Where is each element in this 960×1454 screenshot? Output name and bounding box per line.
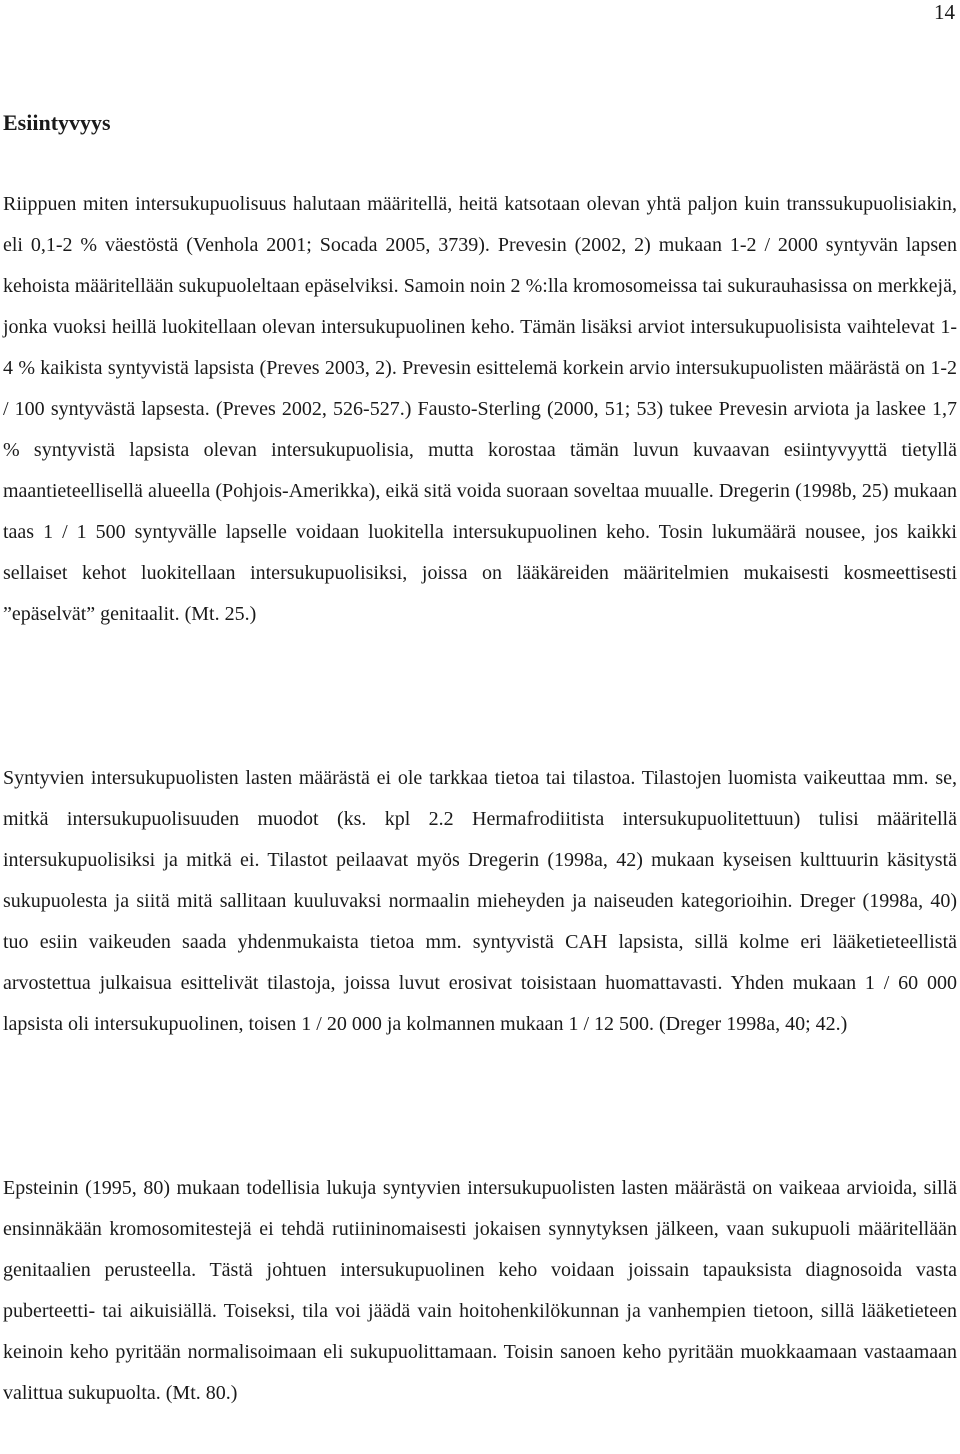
body-paragraph: Syntyvien intersukupuolisten lasten määrästä ei ole tarkkaa tietoa tai tilastoa. Tilastojen luomista vaikeuttaa mm. se, mitkä intersukupuolisuuden muodot (ks. kpl 2.2 Hermafrodiitista intersukupuolitettuun) tulisi määritellä intersukupuolisiksi ja mitkä ei. Tilastot peilaavat myös Dregerin (1998a, 42) mukaan kyseisen kulttuurin käsitystä sukupuolesta ja siitä mitä sallitaan kuuluvaksi normaalin mieheyden ja naiseuden kategorioihin. Dreger (1998a, 40) tuo esiin vaikeuden saada yhdenmukaista tietoa mm. syntyvistä CAH lapsista, sillä kolme eri lääketieteellistä arvostettua julkaisua esittelivät tilastoja, joissa luvut erosivat toisistaan huomattavasti. Yhden mukaan 1 / 60 000 lapsista oli intersukupuolinen, toisen 1 / 20 000 ja kolmannen mukaan 1 / 12 500. (Dreger 1998a, 40; 42.) [3, 767, 957, 1035]
body-paragraph: Riippuen miten intersukupuolisuus halutaan määritellä, heitä katsotaan olevan yhtä paljon kuin transsukupuolisiakin, eli 0,1-2 % väestöstä (Venhola 2001; Socada 2005, 3739). Prevesin (2002, 2) mukaan 1-2 / 2000 syntyvän lapsen kehoista määritellään sukupuoleltaan epäselviksi. Samoin noin 2 %:lla kromosomeissa tai sukurauhasissa on merkkejä, jonka vuoksi heillä luokitellaan olevan intersukupuolinen keho. Tämän lisäksi arviot intersukupuolisista vaihtelevat 1-4 % kaikista syntyvistä lapsista (Preves 2003, 2). Prevesin esittelemä korkein arvio intersukupuolisten määrästä on 1-2 / 100 syntyvästä lapsesta. (Preves 2002, 526-527.) Fausto-Sterling (2000, 51; 53) tukee Prevesin arviota ja laskee 1,7 % syntyvistä lapsista olevan intersukupuolisia, mutta korostaa tämän luvun kuvaavan esiintyvyyttä tietyllä maantieteellisellä alueella (Pohjois-Amerikka), eikä sitä voida suoraan soveltaa muualle. Dregerin (1998b, 25) mukaan taas 1 / 1 500 syntyvälle lapselle voidaan luokitella intersukupuolinen keho. Tosin lukumäärä nousee, jos kaikki sellaiset kehot luokitellaan intersukupuolisiksi, joissa on lääkäreiden määritelmien mukaisesti kosmeettisesti ”epäselvät” genitaalit. (Mt. 25.) [3, 193, 957, 625]
page-number: 14 [934, 0, 955, 24]
section-heading: Esiintyvyys [3, 110, 111, 135]
body-paragraph: Epsteinin (1995, 80) mukaan todellisia lukuja syntyvien intersukupuolisten lasten määrästä on vaikeaa arvioida, sillä ensinnäkään kromosomitestejä ei tehdä rutiininomaisesti jokaisen synnytyksen jälkeen, vaan sukupuoli määritellään genitaalien perusteella. Tästä johtuen intersukupuolinen keho voidaan joissain tapauksista diagnosoida vasta puberteetti- tai aikuisiällä. Toiseksi, tila voi jäädä vain hoitohenkilökunnan ja vanhempien tietoon, sillä lääketieteen keinoin keho pyritään normalisoimaan eli sukupuolittamaan. Toisin sanoen keho pyritään muokkaamaan vastaamaan valittua sukupuolta. (Mt. 80.) [3, 1177, 957, 1404]
